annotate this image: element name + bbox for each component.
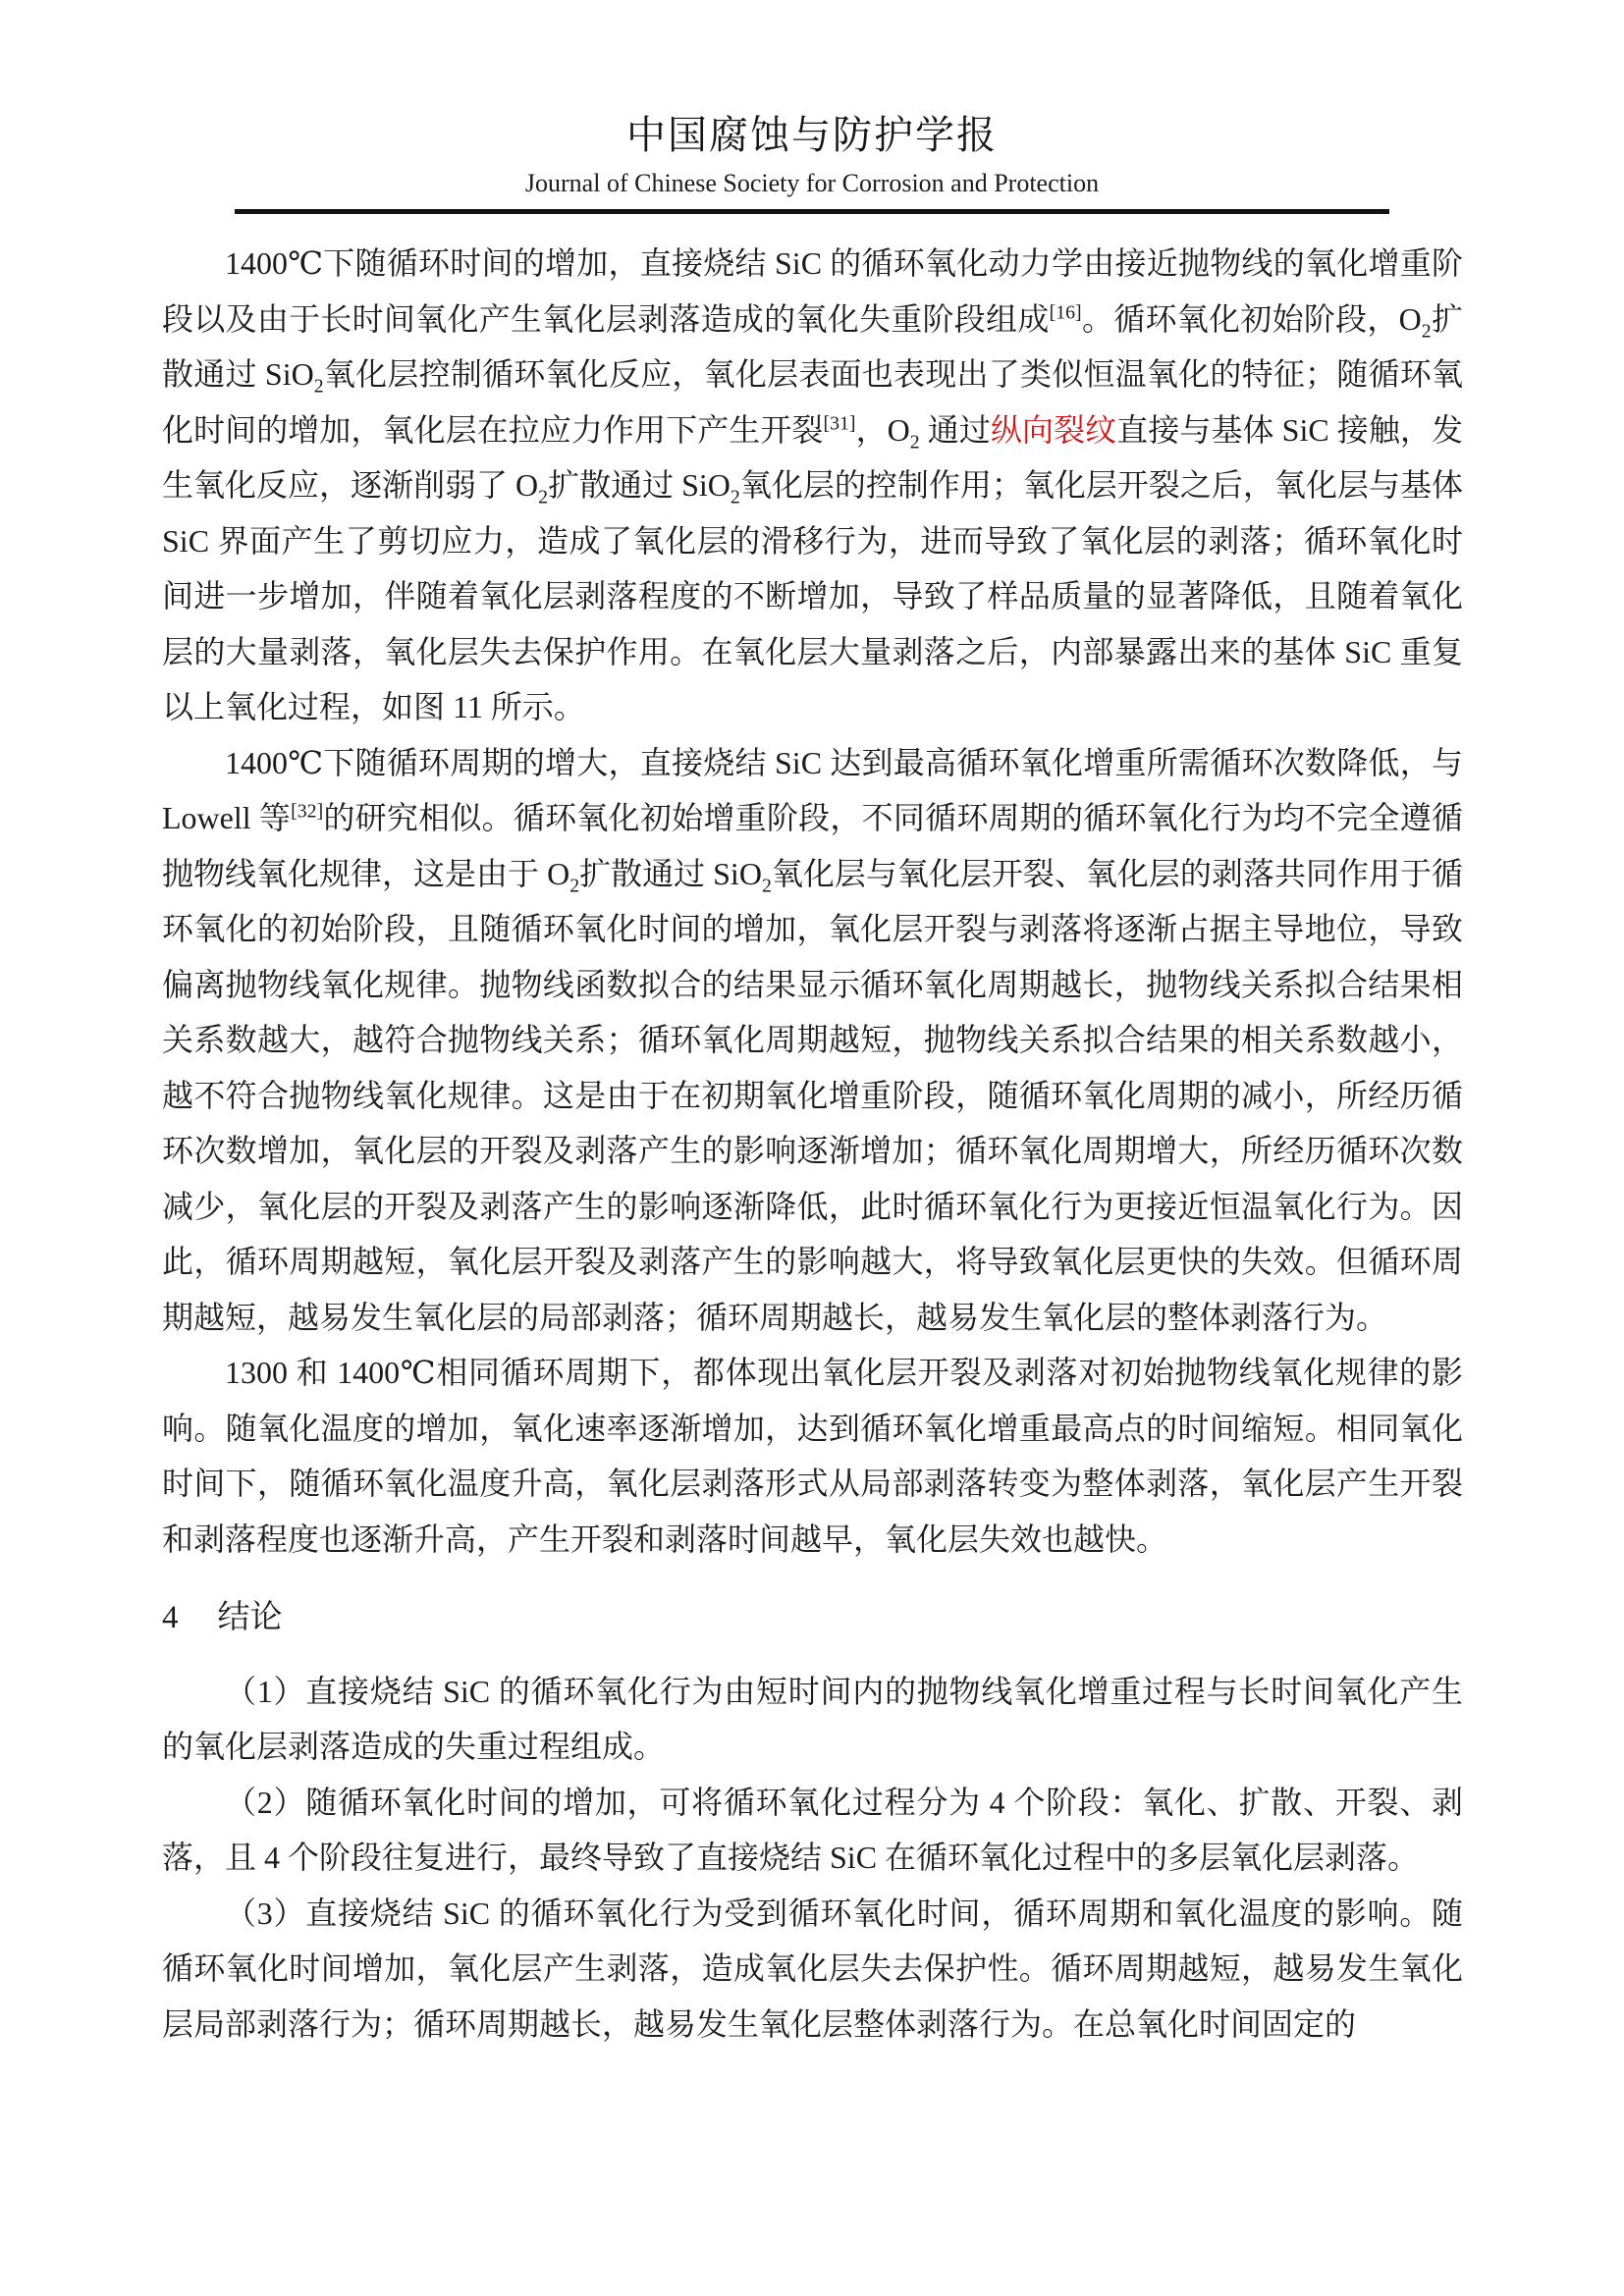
paragraph-cyclic-oxidation-kinetics: 1400℃下随循环时间的增加，直接烧结 SiC 的循环氧化动力学由接近抛物线的氧化增重阶段以及由于长时间氧化产生氧化层剥落造成的氧化失重阶段组成[16]。循环氧化初始阶段，$O_2$扩散通过 SiO$_2$氧化层控制循环氧化反应，氧化层表面也表现出了类似恒温氧化的特征；随循环氧化时间的增加，氧化层在拉应力作用下产生开裂[31]，$O_2$ 通过纵向裂纹直接与基体 SiC 接触，发生氧化反应，逐渐削弱了 $O_2$扩散通过 SiO$_2$氧化层的控制作用；氧化层开裂之后，氧化层与基体 SiC 界面产生了剪切应力，造成了氧化层的滑移行为，进而导致了氧化层的剥落；循环氧化时间进一步增加，伴随着氧化层剥落程度的不断增加，导致了样品质量的显著降低，且随着氧化层的大量剥落，氧化层失去保护作用。在氧化层大量剥落之后，内部暴露出来的基体 SiC 重复以上氧化过程，如图 11 所示。: [162, 245, 1463, 724]
conclusion-item-2: （2）随循环氧化时间的增加，可将循环氧化过程分为 4 个阶段：氧化、扩散、开裂、剥落，且 4 个阶段往复进行，最终导致了直接烧结 SiC 在循环氧化过程中的多层氧化层剥落。: [162, 1784, 1463, 1875]
journal-title-chinese: 中国腐蚀与防护学报: [626, 113, 998, 157]
conclusion-item-1: （1）直接烧结 SiC 的循环氧化行为由短时间内的抛物线氧化增重过程与长时间氧化产生的氧化层剥落造成的失重过程组成。: [162, 1673, 1463, 1764]
section-title: 结论: [217, 1600, 283, 1635]
article-body: [162, 236, 1463, 2052]
section-number: 4: [162, 1600, 179, 1635]
paragraph-temperature-effect: 1300 和 1400℃相同循环周期下，都体现出氧化层开裂及剥落对初始抛物线氧化规律的影响。随氧化温度的增加，氧化速率逐渐增加，达到循环氧化增重最高点的时间缩短。相同氧化时间下，随循环氧化温度升高，氧化层剥落形式从局部剥落转变为整体剥落，氧化层产生开裂和剥落程度也逐渐升高，产生开裂和剥落时间越早，氧化层失效也越快。: [162, 1355, 1463, 1557]
page-header: [0, 0, 1624, 214]
highlighted-term: 纵向裂纹: [990, 411, 1117, 448]
paragraph-cycle-period-effect: 1400℃下随循环周期的增大，直接烧结 SiC 达到最高循环氧化增重所需循环次数降低，与 Lowell 等[32]的研究相似。循环氧化初始增重阶段，不同循环周期的循环氧化行为均不完全遵循抛物线氧化规律，这是由于 $O_2$扩散通过 SiO$_2$氧化层与氧化层开裂、氧化层的剥落共同作用于循环氧化的初始阶段，且随循环氧化时间的增加，氧化层开裂与剥落将逐渐占据主导地位，导致偏离抛物线氧化规律。抛物线函数拟合的结果显示循环氧化周期越长，抛物线关系拟合结果相关系数越大，越符合抛物线关系；循环氧化周期越短，抛物线关系拟合结果的相关系数越小，越不符合抛物线氧化规律。这是由于在初期氧化增重阶段，随循环氧化周期的减小，所经历循环次数增加，氧化层的开裂及剥落产生的影响逐渐增加；循环氧化周期增大，所经历循环次数减少，氧化层的开裂及剥落产生的影响逐渐降低，此时循环氧化行为更接近恒温氧化行为。因此，循环周期越短，氧化层开裂及剥落产生的影响越大，将导致氧化层更快的失效。但循环周期越短，越易发生氧化层的局部剥落；循环周期越长，越易发生氧化层的整体剥落行为。: [162, 744, 1463, 1335]
section-heading-conclusions: [162, 1590, 1463, 1646]
conclusion-item-3: （3）直接烧结 SiC 的循环氧化行为受到循环氧化时间，循环周期和氧化温度的影响。随循环氧化时间增加，氧化层产生剥落，造成氧化层失去保护性。循环周期越短，越易发生氧化层局部剥落行为；循环周期越长，越易发生氧化层整体剥落行为。在总氧化时间固定的: [162, 1895, 1463, 2042]
journal-title-english: Journal of Chinese Society for Corrosion and Protection: [524, 169, 1100, 197]
header-divider-rule: [235, 209, 1389, 214]
